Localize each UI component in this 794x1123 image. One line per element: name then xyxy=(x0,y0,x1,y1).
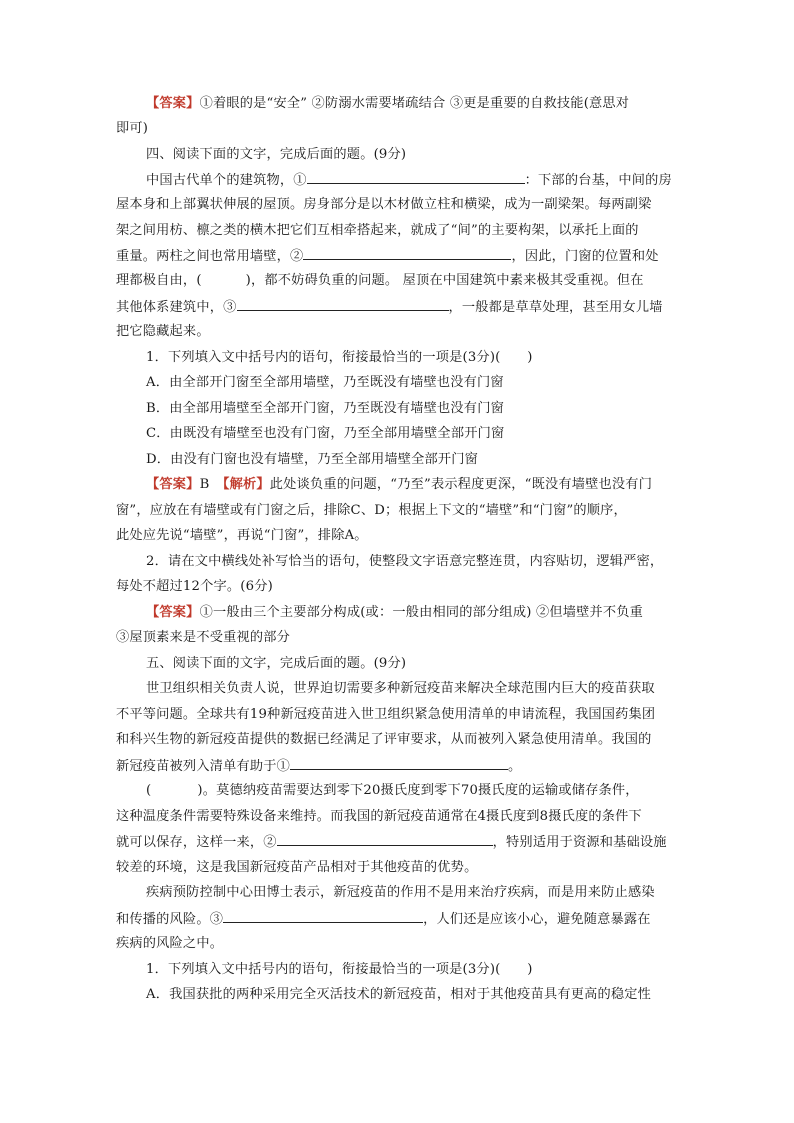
passage-line: 架之间用枋、檩之类的横木把它们互相牵搭起来，就成了“间”的主要构架，以承托上面的 xyxy=(116,223,639,238)
analysis-tag: 【解析】 xyxy=(222,477,270,492)
section-heading: 四、阅读下面的文字，完成后面的题。(9分) xyxy=(146,147,407,162)
passage-line: 和传播的风险。③ ，人们还是应该小心，避免随意暴露在 xyxy=(116,909,651,929)
passage-line: ( )。莫德纳疫苗需要达到零下20摄氏度到零下70摄氏度的运输或储存条件， xyxy=(146,783,639,798)
section-heading: 五、阅读下面的文字，完成后面的题。(9分) xyxy=(146,656,407,671)
passage-line: 理都极自由，( )，都不妨碍负重的问题。 屋顶在中国建筑中素来极其受重视。但在 xyxy=(116,273,644,288)
passage-line: 较差的环境，这是我国新冠疫苗产品相对于其他疫苗的优势。 xyxy=(116,860,478,875)
option-a[interactable]: A．我国获批的两种采用完全灭活技术的新冠疫苗，相对于其他疫苗具有更高的稳定性 xyxy=(146,987,652,1002)
option-c[interactable]: C．由既没有墙壁至也没有门窗，乃至全部用墙壁全部开门窗 xyxy=(146,426,505,441)
fill-blank-2[interactable] xyxy=(277,832,493,846)
fill-blank-3[interactable] xyxy=(223,909,423,923)
answer-line: 【答案】B 【解析】此处谈负重的问题，“乃至”表示程度更深，“既没有墙壁也没有门 xyxy=(146,477,653,492)
answer-line: 此处应先说“墙壁”，再说“门窗”，排除A。 xyxy=(116,528,368,543)
passage-line: 其他体系建筑中，③ ，一般都是草草处理，甚至用女儿墙 xyxy=(116,297,663,317)
question-1: 1．下列填入文中括号内的语句，衔接最恰当的一项是(3分)( ) xyxy=(146,350,533,365)
fill-blank-1[interactable] xyxy=(307,170,525,184)
option-a[interactable]: A．由全部开门窗至全部用墙壁，乃至既没有墙壁也没有门窗 xyxy=(146,375,504,390)
fill-blank-1[interactable] xyxy=(290,756,508,770)
passage-line: 把它隐藏起来。 xyxy=(116,324,210,339)
answer-line xyxy=(146,94,629,114)
answer-tag: 【答案】 xyxy=(146,605,200,620)
answer-text: 即可) xyxy=(116,121,149,136)
answer-line: ③屋顶素来是不受重视的部分 xyxy=(116,630,291,645)
passage-line: 新冠疫苗被列入清单有助于① 。 xyxy=(116,756,521,776)
passage-line: 不平等问题。全球共有19种新冠疫苗进入世卫组织紧急使用清单的申请流程，我国国药集团 xyxy=(116,707,656,722)
answer-line xyxy=(116,119,148,139)
fill-blank-3[interactable] xyxy=(237,297,449,311)
passage-line: 这种温度条件需要特殊设备来维持。而我国的新冠疫苗通常在4摄氏度到8摄氏度的条件下 xyxy=(116,809,642,824)
passage-line: 中国古代单个的建筑物，① ：下部的台基，中间的房 xyxy=(146,170,672,190)
answer-tag: 【答案】 xyxy=(146,96,200,111)
passage-line: 疾病预防控制中心田博士表示，新冠疫苗的作用不是用来治疗疾病，而是用来防止感染 xyxy=(146,885,655,900)
answer-tag: 【答案】 xyxy=(146,477,200,492)
passage-line: 和科兴生物的新冠疫苗提供的数据已经满足了评审要求，从而被列入紧急使用清单。我国的 xyxy=(116,732,652,747)
fill-blank-2[interactable] xyxy=(303,246,511,260)
option-d[interactable]: D．由没有门窗也没有墙壁，乃至全部用墙壁全部开门窗 xyxy=(146,452,479,467)
answer-line: 【答案】①一般由三个主要部分构成(或：一般由相同的部分组成) ②但墙壁并不负重 xyxy=(146,605,644,620)
passage-line: 世卫组织相关负责人说，世界迫切需要多种新冠疫苗来解决全球范围内巨大的疫苗获取 xyxy=(146,681,655,696)
passage-line: 重量。两柱之间也常用墙壁，② ，因此，门窗的位置和处 xyxy=(116,246,659,266)
passage-line: 疾病的风险之中。 xyxy=(116,936,224,951)
passage-line: 就可以保存，这样一来，② ，特别适用于资源和基础设施 xyxy=(116,832,667,852)
question-2-cont: 每处不超过12个字。(6分) xyxy=(116,579,273,594)
answer-line: 窗”，应放在有墙壁或有门窗之后，排除C、D；根据上下文的“墙壁”和“门窗”的顺序， xyxy=(116,503,627,518)
question-1: 1．下列填入文中括号内的语句，衔接最恰当的一项是(3分)( ) xyxy=(146,962,533,977)
option-b[interactable]: B．由全部用墙壁至全部开门窗，乃至既没有墙壁也没有门窗 xyxy=(146,401,504,416)
answer-text: ①着眼的是“安全” ②防溺水需要堵疏结合 ③更是重要的自救技能(意思对 xyxy=(199,96,630,111)
question-2: 2．请在文中横线处补写恰当的语句，使整段文字语意完整连贯，内容贴切，逻辑严密， xyxy=(146,554,664,569)
passage-line: 屋本身和上部翼状伸展的屋顶。房身部分是以木材做立柱和横梁，成为一副梁架。每两副梁 xyxy=(116,197,652,212)
